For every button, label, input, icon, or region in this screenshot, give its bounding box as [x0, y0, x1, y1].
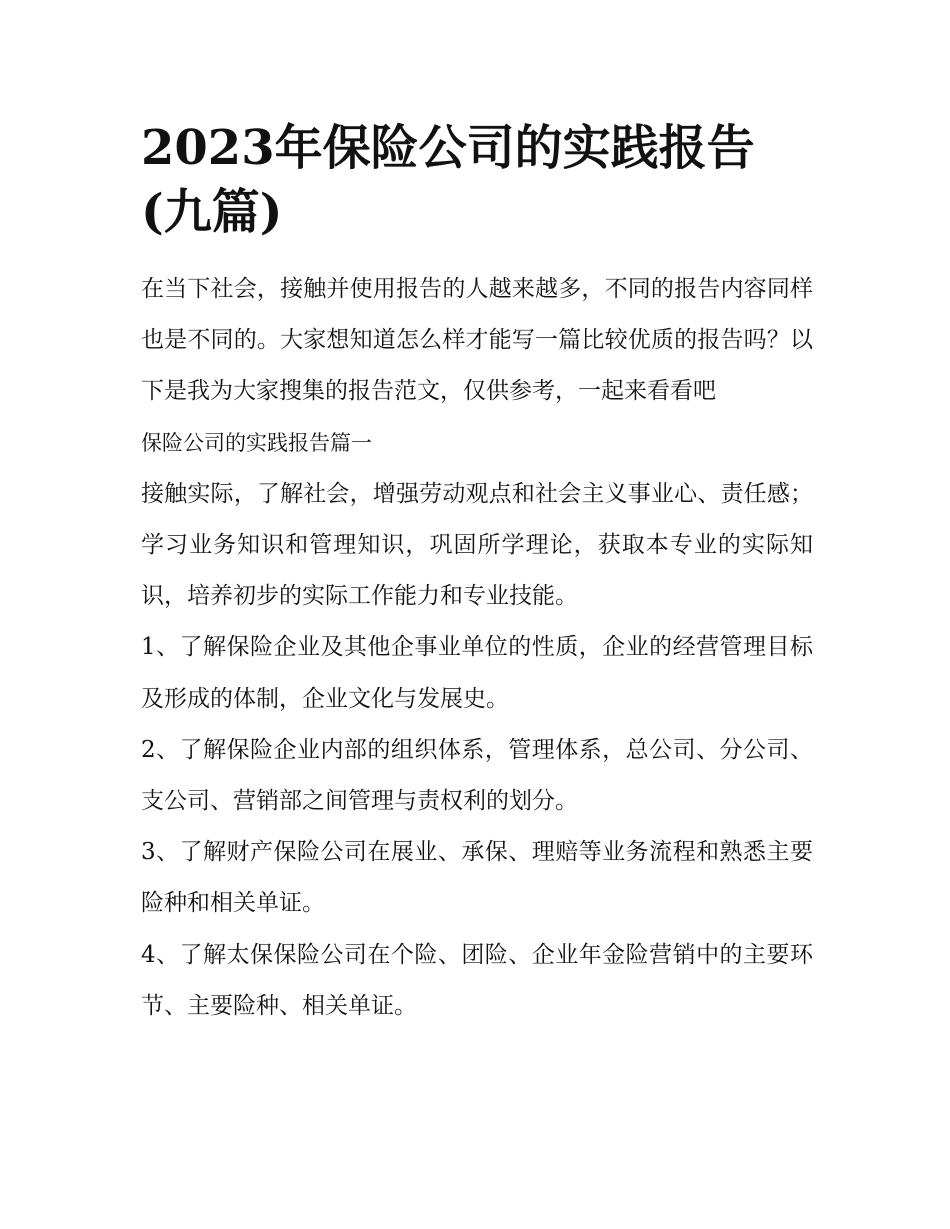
document-page [141, 116, 813, 1032]
purpose-paragraph: 接触实际，了解社会，增强劳动观点和社会主义事业心、责任感；学习业务知识和管理知识，巩固所学理论，获取本专业的实际知识，培养初步的实际工作能力和专业技能。 [141, 480, 813, 610]
list-item-1: 1、了解保险企业及其他企事业单位的性质，企业的经营管理目标及形成的体制，企业文化与发展史。 [141, 634, 813, 712]
list-item-4: 4、了解太保保险公司在个险、团险、企业年金险营销中的主要环节、主要险种、相关单证。 [141, 941, 813, 1019]
document-body [141, 264, 813, 1032]
document-title: 2023年保险公司的实践报告(九篇) [141, 120, 755, 240]
section-heading: 保险公司的实践报告篇一 [141, 430, 372, 455]
list-item-3: 3、了解财产保险公司在展业、承保、理赔等业务流程和熟悉主要险种和相关单证。 [141, 839, 813, 917]
intro-paragraph: 在当下社会，接触并使用报告的人越来越多，不同的报告内容同样也是不同的。大家想知道怎么样才能写一篇比较优质的报告吗？以下是我为大家搜集的报告范文，仅供参考，一起来看看吧 [141, 276, 813, 405]
list-item-2: 2、了解保险企业内部的组织体系，管理体系，总公司、分公司、支公司、营销部之间管理与责权利的划分。 [141, 736, 813, 815]
